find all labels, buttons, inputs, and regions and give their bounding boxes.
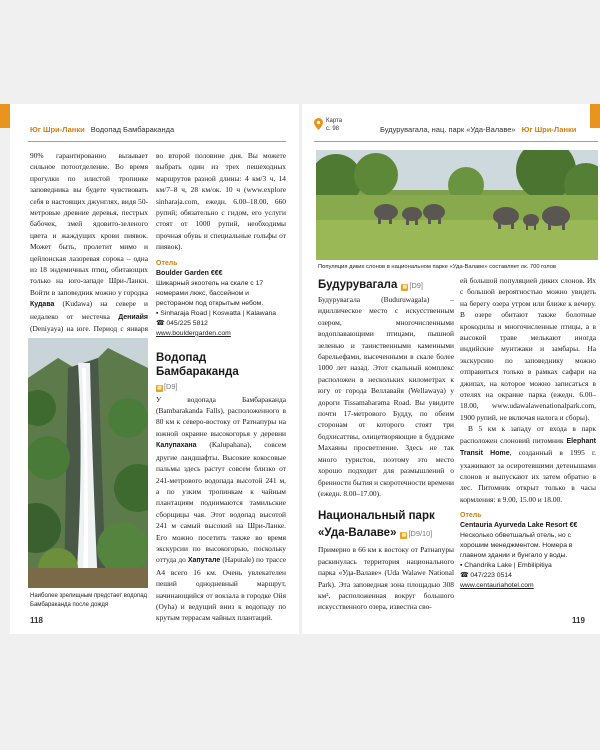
right-col2-text [460, 275, 596, 505]
waterfall-caption: Наиболее зрелищным предстает водопад Бамбараканда после дождя [30, 593, 148, 608]
col1-text-a: 90% гарантированно вызывает сильное потоотделение. Во время прогулки по илистой тропинке заповедника вы будете чувствовать себя в настоящих джунглях, видя 50-метровые древние деревья, пестрых бабочек, змей ядовито-зеленого цвета и жаждущих крови пиявок. Может быть, пролетит мимо и цейлонская лазоревая сорока – одна из 18 эндемичных птиц, обитающих только на юго-западе Шри-Ланки. Войти в заповедник можно у городка [30, 151, 148, 297]
right-page-number: 119 [572, 616, 585, 625]
col1-text-b: (Kudawa) на севере и недалеко от местечка [30, 299, 148, 321]
buduruwagala-grid-text: [D9] [409, 281, 423, 290]
right-header-title: Будурувагала, нац. парк «Уда-Валаве» [380, 125, 516, 134]
left-hotel-name: Boulder Garden €€€ [156, 269, 223, 277]
left-running-header [30, 125, 174, 138]
buduruwagala-heading [318, 275, 454, 293]
map-pin-icon [314, 118, 323, 130]
map-ref-page: с. 98 [326, 126, 340, 132]
right-col2 [460, 275, 596, 591]
waterfall-photo [28, 338, 148, 588]
bamb-text-a: У водопада Бамбараканда (Bambarakanda Falls), расположенного в 80 км к северо-востоку от Ратнапуры на южной окраине высокогорья у деревни [156, 394, 286, 438]
elephant-transit-home: Elephant Transit Home [460, 437, 596, 458]
bamb-kalupahana: Калупахана [156, 442, 197, 450]
map-reference[interactable] [326, 117, 342, 133]
udawalawe-grid [400, 529, 432, 538]
map-grid-icon: ▦ [402, 284, 408, 290]
left-hotel-address: ▪ Sinharaja Road | Koswatta | Kalawana [156, 309, 277, 317]
right-hotel-heading: Отель [460, 512, 482, 520]
buduruwagala-text: Будурувагала (Buduruwagala) – идиллическое место с искусственным озером, многочисленными водоплавающими птицами, пышной зеленью и таинственными каменными барельефами, высеченными в скале более 1000 лет назад. Этот скальный комплекс расположен в нескольких километрах к югу от города Веллавайя (Wellawaya) у дороги Tissamaharama Road. Вы увидите почти 17-метрового Будду, по обеим сторонам от которого стоят три бодхисаттвы, олицетворяющие в буддизме Махаяны просветление. Здесь не так много туристов, поэтому это место хорошо подходит для размышлений о бренности бытия и скоротечности времени (ежедн. 8.00–17.00). [318, 295, 454, 498]
bambarakanda-title: Водопад Бамбараканда [156, 351, 239, 378]
map-grid-icon: ▦ [401, 532, 407, 539]
map-ref-label: Карта [326, 118, 343, 124]
right-header-rule [314, 141, 598, 142]
right-hotel-address: ▪ Chandrika Lake | Embilipitiya [460, 562, 552, 570]
left-hotel-heading: Отель [156, 259, 178, 267]
bamb-text-c: (Haputale) по трассе А4 всего 16 км. Очень увлекателен пеший однодневный маршрут, начинающийся от вокзала в городке Ойя (Oyha) и ведущий вниз к водопаду по крутым террасам чайных плантаций. [156, 555, 286, 623]
right-header-region: Юг Шри-Ланки [521, 125, 577, 134]
buduruwagala-title: Будурувагала [318, 279, 398, 291]
left-col2 [156, 150, 286, 624]
left-header-region: Юг Шри-Ланки [30, 125, 85, 134]
udawalawe-grid-text: [D9/10] [408, 529, 433, 539]
left-page-number: 118 [30, 616, 43, 625]
udawalawe-heading [318, 509, 454, 541]
udawalawe-title-line2: «Уда-Валаве» [318, 527, 397, 540]
left-col1-text [30, 150, 148, 369]
elephants-photo [316, 150, 598, 260]
col1-text-c: (Deniyaya) на юге. Период с января [30, 324, 148, 334]
right-col2-para2 [460, 423, 596, 505]
buduruwagala-grid [401, 281, 423, 290]
udawalawe-text: Примерно в 66 км к востоку от Ратнапуры раскинулась территория национального парка «Уда-Валаве» (Uda Walawe National Park). Эта заповедная зона площадью 308 км², расположенная вокруг большого искусственного озера, известна сво- [318, 545, 454, 612]
right-hotel-name: Centauria Ayurveda Lake Resort €€ [460, 522, 578, 530]
bambarakanda-grid-text: [D9] [164, 381, 178, 391]
right-hotel-url[interactable]: www.centauriahotel.com [460, 582, 534, 590]
right-col2-text-a: В 5 км к западу от входа в парк расположен слоновий питомник [460, 424, 596, 445]
left-col2-text: во второй половине дня. Вы можете выбрать один из трех пешеходных маршрутов разной длины: 4 км/3 ч, 14 км/7–8 ч, 28 км/ок. 10 ч (www.explore sinharaja.com, ежедн. 6.00–18.00, 660 рупий; обязательно с гидом, его услуги стоят от 1000 рупий, необходимы прочная обувь и специальные гольфы от пиявок). [156, 151, 286, 252]
col1-deniyaya: Дениайя [118, 313, 148, 321]
right-col2-text-b: , созданный в 1995 г. ухаживают за осиротевшими детенышами слонов и выпускают их затем обратно в лес. Питомник открыт только в часы кормления: в 9.00, 15.00 и 18.00. [460, 448, 596, 504]
right-edge-tab [590, 104, 600, 128]
col1-kudawa: Кудава [30, 301, 55, 309]
bamb-text-b: (Kalupahana), совсем другие ландшафты. Высокие кокосовые пальмы здесь растут совсем близко от 241-метрового водопада высотой 241 м, а по узким тропинкам к чайным плантациям поднимаются тамильские сборщицы чая. Этот водопад высотой 241 м самый высокий на Шри-Ланке. Его можно посетить также во время экскурсии по высокогорью, поскольку оттуда до [156, 440, 286, 565]
left-hotel-description: Шикарный экоотель на скале с 17 номерами люкс, бассейном и рестораном под открытым небом. [156, 279, 264, 307]
right-hotel-phone: ☎ 047/223 0514 [460, 572, 512, 580]
left-hotel-url[interactable]: www.bouldergarden.com [156, 329, 231, 337]
bambarakanda-text [156, 394, 286, 624]
bambarakanda-grid [156, 382, 286, 392]
right-running-header [380, 125, 576, 138]
map-grid-icon: ▦ [157, 384, 162, 391]
right-hotel-description: Несколько обветшалый отель, но с хорошим менеджментом. Номера в главном здании и бунгало у воды. [460, 532, 573, 560]
udawalawe-title-line1: Национальный парк [318, 510, 435, 523]
left-header-rule [28, 141, 286, 142]
left-edge-tab [0, 104, 10, 128]
bamb-haputale: Хапутале [187, 557, 221, 565]
left-header-title: Водопад Бамбараканда [90, 125, 175, 134]
left-hotel-phone: ☎ 045/225 5812 [156, 319, 208, 327]
right-col2-para1: ей большой популяцией диких слонов. Их с большой вероятностью можно увидеть на берегу озера утром или ближе к вечеру. В озере обитают также болотные крокодилы и многочисленные птицы, а в высокой траве мелькают иногда индийские мунтжаки и замбары. На экскурсию по заповеднику можно отправиться только в рамках сафари на джипах, на которое можно записаться в отелях на окраине парка (ежедн. 6.00–18.00, www.udawalawenationalpark.com, 1900 рупий, не включая налога и сборы). [460, 276, 596, 422]
elephants-caption: Популяция диких слонов в национальном парке «Уда-Валаве» составляет ок. 700 голов [318, 264, 557, 270]
right-col1 [318, 275, 454, 613]
